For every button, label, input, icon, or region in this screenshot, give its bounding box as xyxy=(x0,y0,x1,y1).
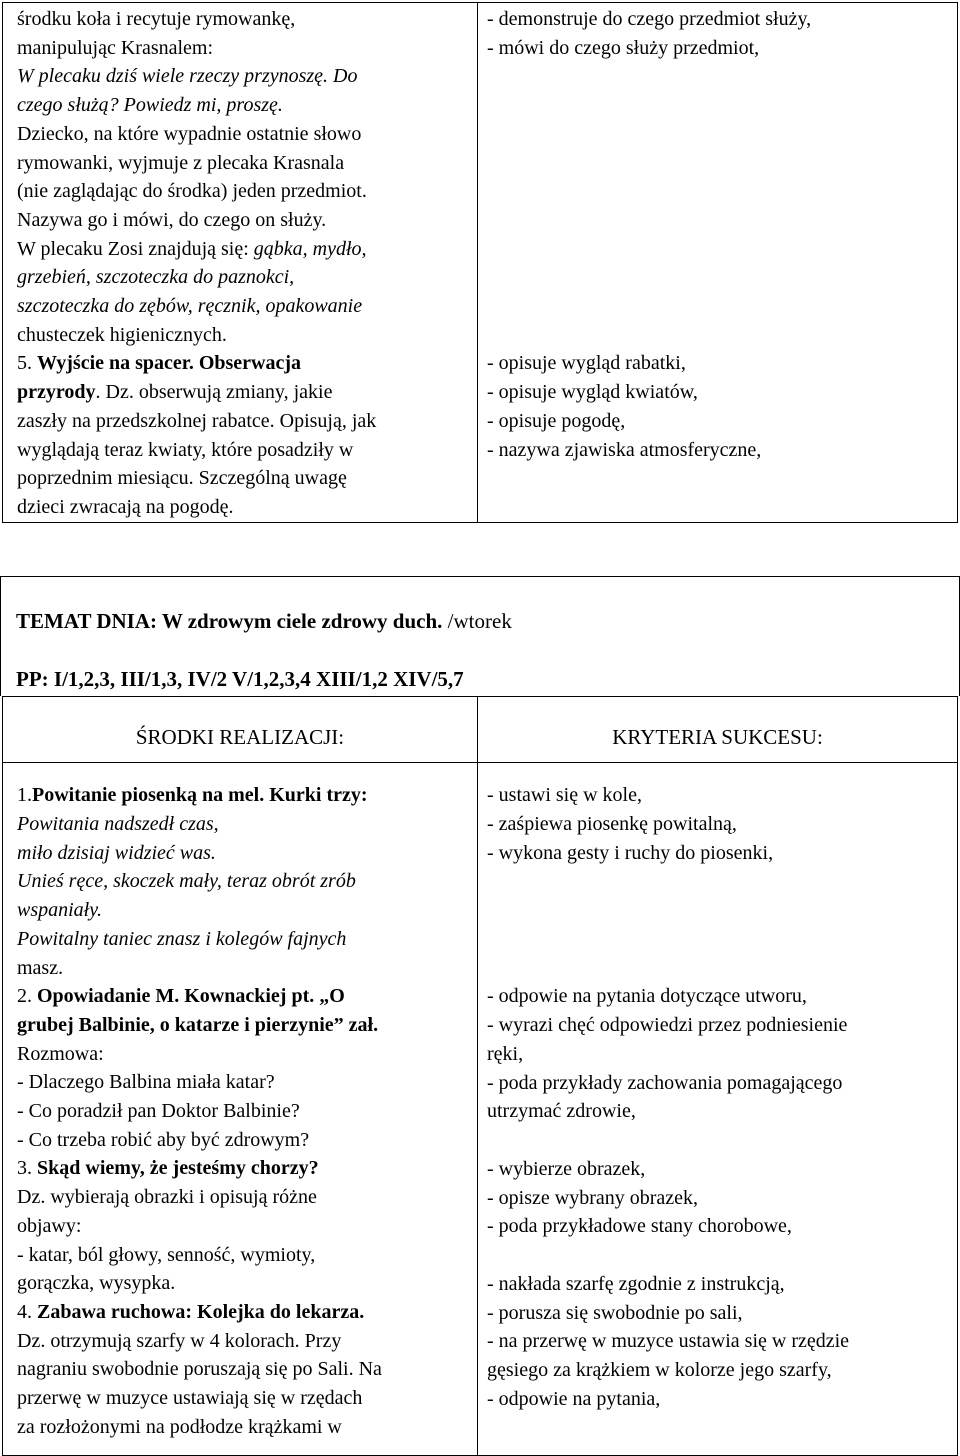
song-line: miło dzisiaj widzieć was. xyxy=(17,841,216,864)
line: manipulując Krasnalem: xyxy=(17,36,214,59)
song-line: Powitania nadszedł czas, xyxy=(17,812,219,835)
line: gorączka, wysypka. xyxy=(17,1272,176,1295)
criterion: - opisuje wygląd rabatki, xyxy=(487,352,686,375)
criterion: - na przerwę w muzyce ustawia się w rzędzie xyxy=(487,1330,850,1353)
bottom-table xyxy=(2,696,958,1456)
criterion: - demonstruje do czego przedmiot służy, xyxy=(487,8,812,30)
criterion: - wyrazi chęć odpowiedzi przez podniesienie xyxy=(487,1014,848,1037)
line: (nie zaglądając do środka) jeden przedmiot. xyxy=(17,180,367,203)
criterion: - opisuje wygląd kwiatów, xyxy=(487,381,698,404)
header-right xyxy=(478,697,958,763)
line: za rozłożonymi na podłodze krążkami w xyxy=(17,1415,342,1438)
line: - katar, ból głowy, senność, wymioty, xyxy=(17,1243,316,1266)
criterion: - ustawi się w kole, xyxy=(487,784,642,807)
backpack-items-line: W plecaku Zosi znajdują się: gąbka, mydło, xyxy=(17,237,367,260)
line: Dz. otrzymują szarfy w 4 kolorach. Przy xyxy=(17,1329,342,1352)
criterion: - porusza się swobodnie po sali, xyxy=(487,1301,743,1324)
criterion: - opisuje pogodę, xyxy=(487,409,626,432)
header-kryteria: KRYTERIA SUKCESU: xyxy=(612,725,823,749)
success-criteria xyxy=(478,763,957,1413)
top-right-cell xyxy=(478,3,958,523)
question: - Co poradził pan Doktor Balbinie? xyxy=(17,1100,300,1123)
criterion: - odpowie na pytania, xyxy=(487,1387,661,1410)
section-5-title: 5. Wyjście na spacer. Obserwacja xyxy=(17,352,302,375)
line: rymowanki, wyjmuje z plecaka Krasnala xyxy=(17,151,345,174)
criterion: ręki, xyxy=(487,1042,524,1065)
line: wyglądają teraz kwiaty, które posadziły w xyxy=(17,438,354,461)
line: przerwę w muzyce ustawiają się w rzędach xyxy=(17,1387,363,1410)
top-left-cell xyxy=(3,3,478,523)
topic-line: TEMAT DNIA: W zdrowym ciele zdrowy duch. /wtorek xyxy=(16,609,512,633)
section-3-title: 3. Skąd wiemy, że jesteśmy chorzy? xyxy=(17,1157,319,1180)
criteria-text xyxy=(478,3,957,464)
activity-text xyxy=(3,3,477,522)
criterion: - zaśpiewa piosenkę powitalną, xyxy=(487,812,737,835)
line: środku koła i recytuje rymowankę, xyxy=(17,8,296,30)
line: poprzednim miesiącu. Szczególną uwagę xyxy=(17,467,347,490)
line: chusteczek higienicznych. xyxy=(17,323,227,346)
criterion: - wykona gesty i ruchy do piosenki, xyxy=(487,841,774,864)
top-table xyxy=(2,2,958,523)
rhyme-line: W plecaku dziś wiele rzeczy przynoszę. Do xyxy=(17,65,358,88)
criterion: utrzymać zdrowie, xyxy=(487,1100,636,1123)
line: objawy: xyxy=(17,1214,82,1237)
section-5-title: przyrody. Dz. obserwują zmiany, jakie xyxy=(17,381,333,404)
question: - Co trzeba robić aby być zdrowym? xyxy=(17,1128,310,1151)
header-left xyxy=(3,697,478,763)
line: Dziecko, na które wypadnie ostatnie słowo xyxy=(17,122,362,145)
topic-band xyxy=(0,576,960,696)
question: - Dlaczego Balbina miała katar? xyxy=(17,1071,275,1094)
song-line: Powitalny taniec znasz i kolegów fajnych xyxy=(17,927,347,950)
backpack-items-line: szczoteczka do zębów, ręcznik, opakowanie xyxy=(17,295,363,318)
bottom-right-cell xyxy=(478,763,958,1456)
rozmowa-label: Rozmowa: xyxy=(17,1042,104,1065)
criterion: - poda przykładowe stany chorobowe, xyxy=(487,1215,792,1238)
section-2-title: grubej Balbinie, o katarze i pierzynie” zał. xyxy=(17,1013,379,1036)
line: zaszły na przedszkolnej rabatce. Opisują, jak xyxy=(17,409,377,432)
criterion: - mówi do czego służy przedmiot, xyxy=(487,36,760,59)
line: nagraniu swobodnie poruszają się po Sali. Na xyxy=(17,1358,382,1381)
song-line: wspaniały. xyxy=(17,899,103,922)
header-srodki: ŚRODKI REALIZACJI: xyxy=(135,725,345,749)
criterion: - nakłada szarfę zgodnie z instrukcją, xyxy=(487,1273,785,1296)
activities xyxy=(3,763,477,1441)
line: Dz. wybierają obrazki i opisują różne xyxy=(17,1186,317,1209)
line: Nazywa go i mówi, do czego on służy. xyxy=(17,208,327,231)
song-line: Unieś ręce, skoczek mały, teraz obrót zrób xyxy=(17,870,356,893)
criterion: - wybierze obrazek, xyxy=(487,1157,646,1180)
section-4-title: 4. Zabawa ruchowa: Kolejka do lekarza. xyxy=(17,1300,365,1323)
song-line: masz. xyxy=(17,956,64,979)
line: dzieci zwracają na pogodę. xyxy=(17,495,234,518)
criterion: - odpowie na pytania dotyczące utworu, xyxy=(487,985,807,1008)
backpack-items-line: grzebień, szczoteczka do paznokci, xyxy=(17,266,295,289)
criterion: - opisze wybrany obrazek, xyxy=(487,1186,699,1209)
criterion: - nazywa zjawiska atmosferyczne, xyxy=(487,438,762,461)
bottom-left-cell xyxy=(3,763,478,1456)
rhyme-line: czego służą? Powiedz mi, proszę. xyxy=(17,94,283,117)
section-2-title: 2. Opowiadanie M. Kownackiej pt. „O xyxy=(17,985,345,1008)
pp-line: PP: I/1,2,3, III/1,3, IV/2 V/1,2,3,4 XIII/1,2 XIV/5,7 xyxy=(16,667,464,691)
section-1-title: 1.Powitanie piosenką na mel. Kurki trzy: xyxy=(17,784,368,807)
criterion: - poda przykłady zachowania pomagającego xyxy=(487,1071,843,1094)
criterion: gęsiego za krążkiem w kolorze jego szarfy, xyxy=(487,1359,832,1382)
